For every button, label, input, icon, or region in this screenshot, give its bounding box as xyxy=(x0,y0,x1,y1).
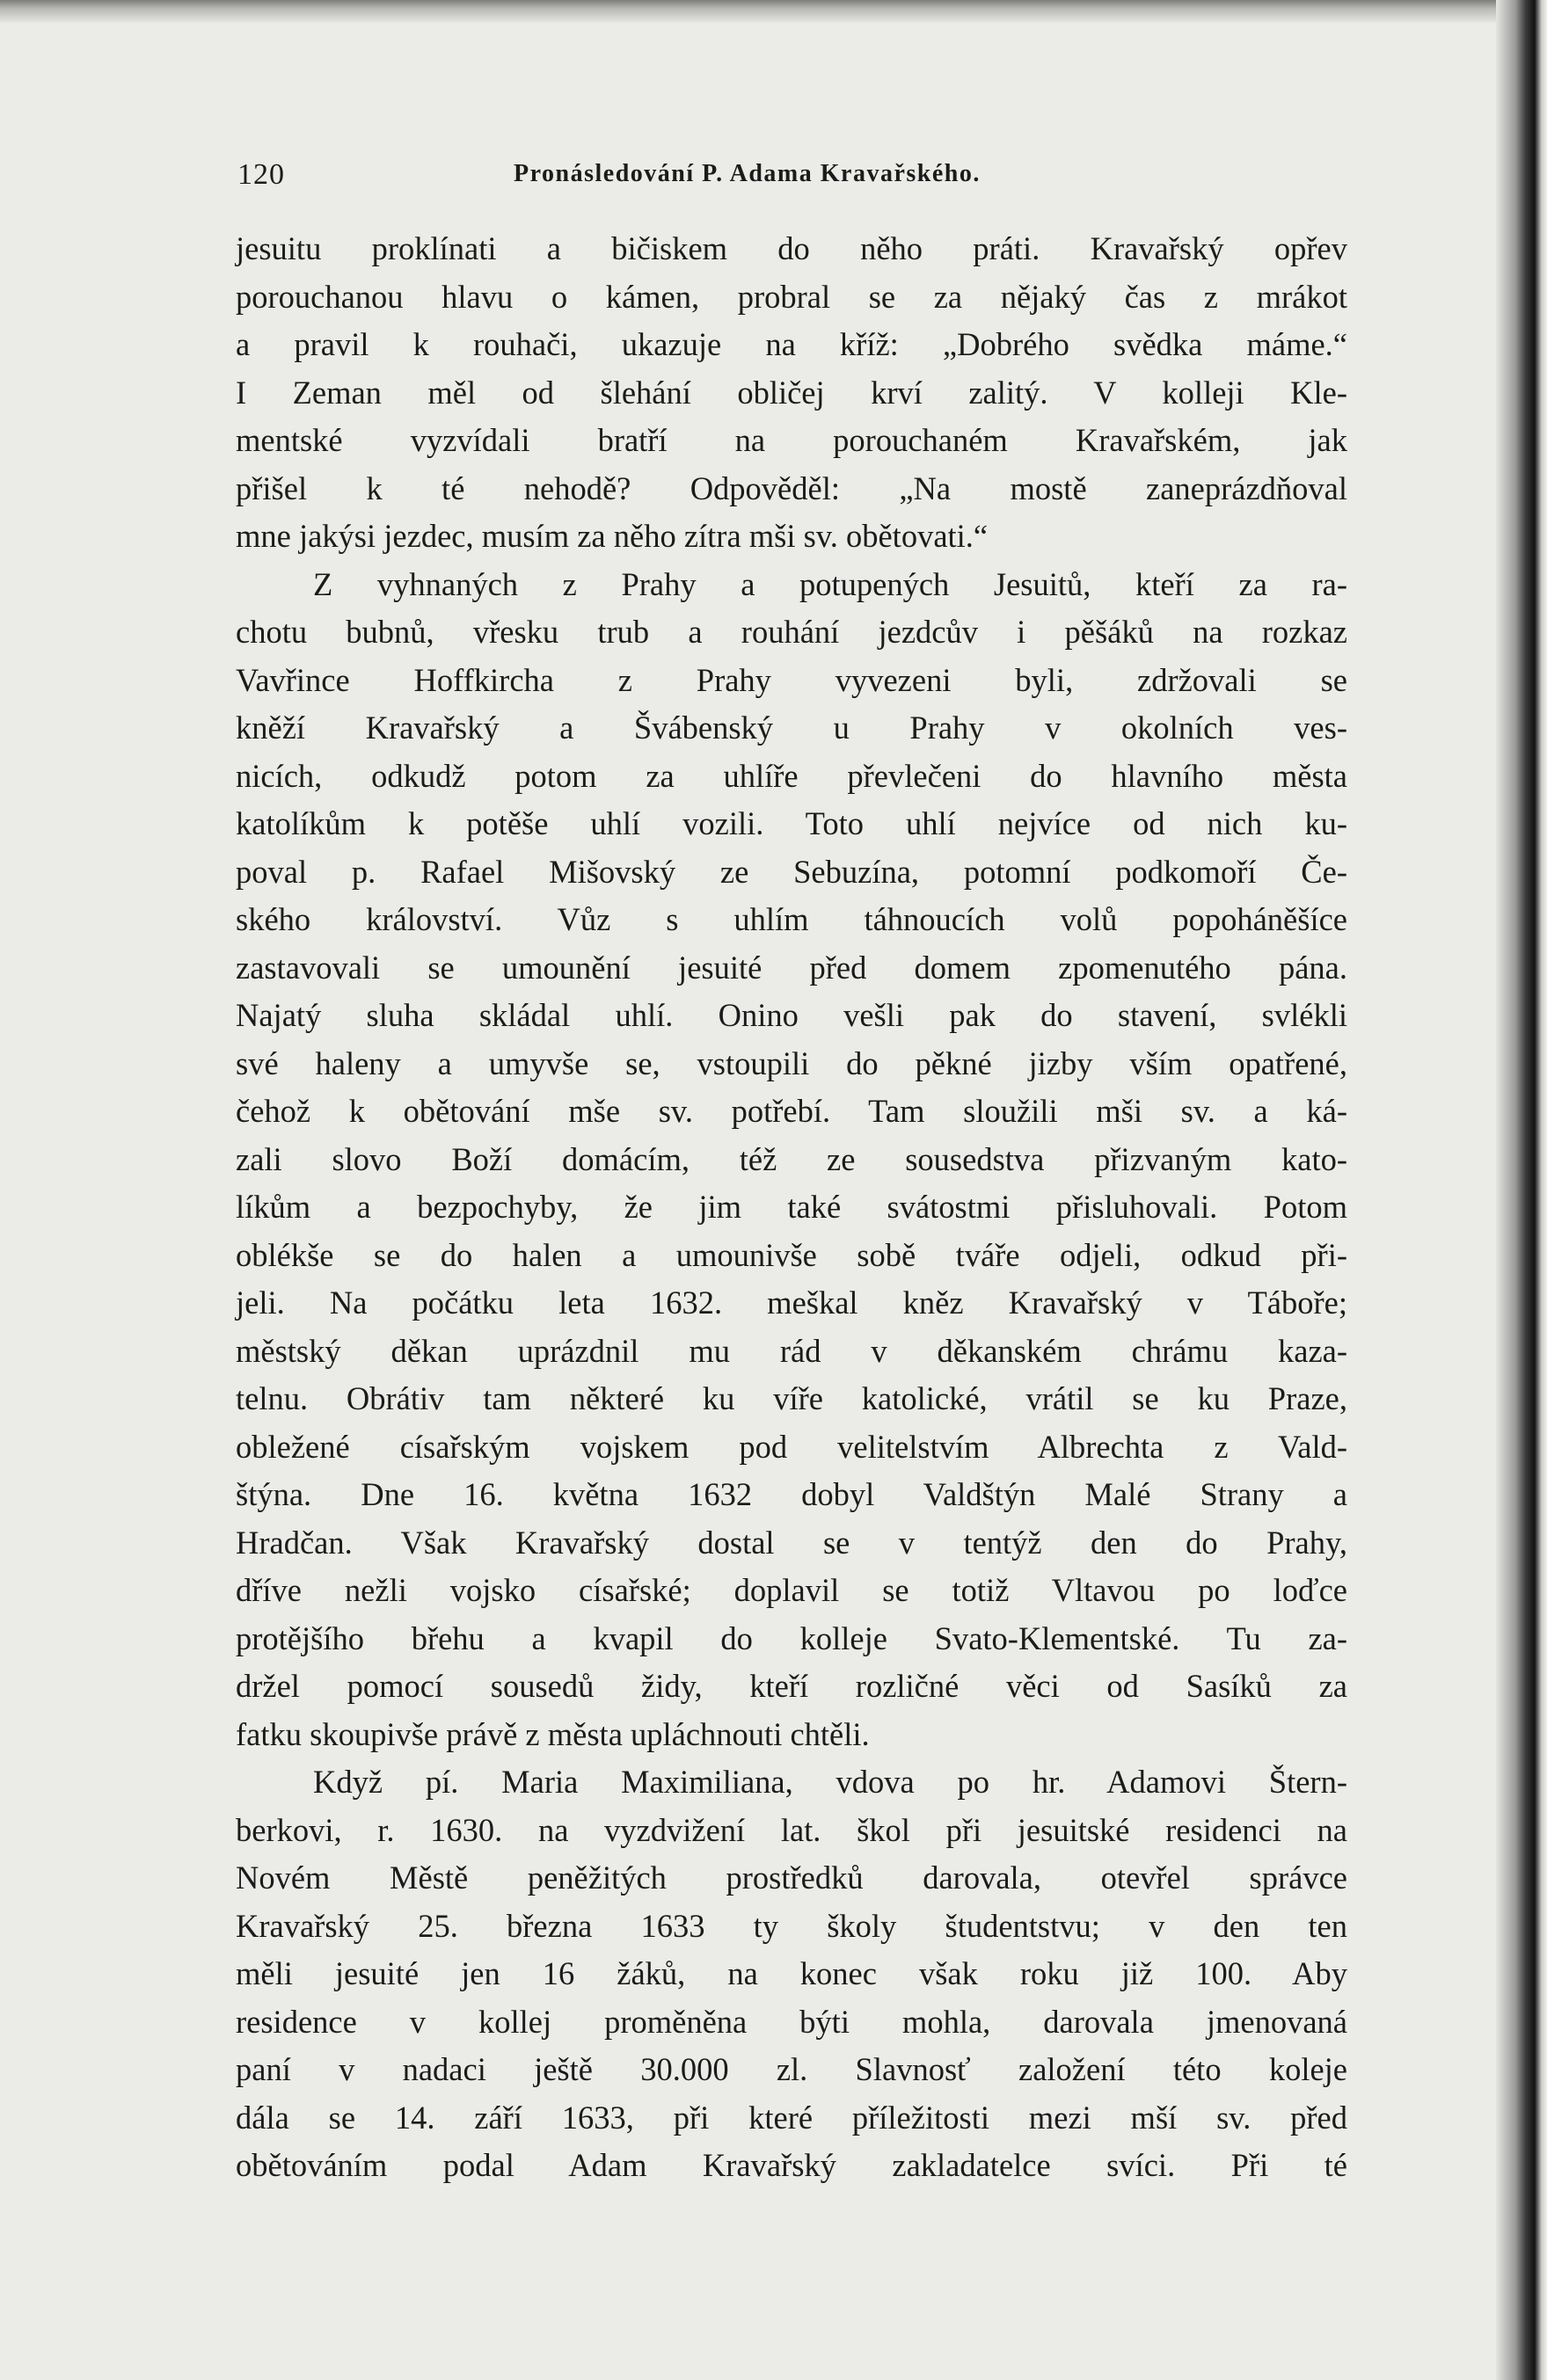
text-line: protějšího břehu a kvapil do kolleje Svato-Klementské. Tu za- xyxy=(236,1619,1347,1656)
text-line: obležené císařským vojskem pod velitelstvím Albrechta z Vald- xyxy=(236,1428,1347,1465)
text-line: I Zeman měl od šlehání obličej krví zalitý. V kolleji Kle- xyxy=(236,374,1347,411)
text-line: chotu bubnů, vřesku trub a rouhání jezdcův i pěšáků na rozkaz xyxy=(236,614,1347,650)
text-line: jesuitu proklínati a bičiskem do něho práti. Kravařský opřev xyxy=(236,230,1347,266)
text-line: paní v nadaci ještě 30.000 zl. Slavnosť založení této koleje xyxy=(236,2051,1347,2087)
text-line: měli jesuité jen 16 žáků, na konec však roku již 100. Aby xyxy=(236,1955,1347,1991)
text-line: telnu. Obrátiv tam některé ku víře katolické, vrátil se ku Praze, xyxy=(236,1380,1347,1416)
text-line: oblékše se do halen a umounivše sobě tváře odjeli, odkud při- xyxy=(236,1236,1347,1273)
text-line: zali slovo Boží domácím, též ze sousedstva přizvaným kato- xyxy=(236,1140,1347,1177)
text-line: Najatý sluha skládal uhlí. Onino vešli pak do stavení, svlékli xyxy=(236,997,1347,1033)
text-line: obětováním podal Adam Kravařský zakladatelce svíci. Při té xyxy=(236,2147,1347,2183)
text-line: dříve nežli vojsko císařské; doplavil se totiž Vltavou po loďce xyxy=(236,1572,1347,1608)
text-line: jeli. Na počátku leta 1632. meškal kněz Kravařský v Táboře; xyxy=(236,1285,1347,1321)
text-line: Kravařský 25. března 1633 ty školy študentstvu; v den ten xyxy=(236,1907,1347,1944)
text-line: mne jakýsi jezdec, musím za něho zítra mši sv. obětovati.“ xyxy=(236,518,989,554)
text-line: kněží Kravařský a Švábenský u Prahy v okolních ves- xyxy=(236,710,1347,746)
scan-top-edge xyxy=(0,0,1547,23)
text-line: ského království. Vůz s uhlím táhnoucích volů popoháněšíce xyxy=(236,901,1347,937)
text-line: své haleny a umyvše se, vstoupili do pěkné jizby vším opatřené, xyxy=(236,1044,1347,1081)
text-line: nicích, odkudž potom za uhlíře převlečeni do hlavního města xyxy=(236,757,1347,794)
text-line: poval p. Rafael Mišovský ze Sebuzína, potomní podkomoří Če- xyxy=(236,853,1347,890)
paragraph-2 xyxy=(236,561,1347,1759)
page-number: 120 xyxy=(237,158,285,191)
text-line: Vavřince Hoffkircha z Prahy vyvezeni byli, zdržovali se xyxy=(236,661,1347,698)
text-line: berkovi, r. 1630. na vyzdvižení lat. škol při jesuitské residenci na xyxy=(236,1811,1347,1848)
running-head: Pronásledování P. Adama Kravařského. xyxy=(514,160,981,187)
text-line: štýna. Dne 16. května 1632 dobyl Valdštýn Malé Strany a xyxy=(236,1476,1347,1512)
text-line: přišel k té nehodě? Odpověděl: „Na mostě zaneprázdňoval xyxy=(236,469,1347,506)
paragraph-1 xyxy=(236,225,1347,561)
paragraph-3 xyxy=(236,1758,1347,2190)
text-line: mentské vyzvídali bratří na porouchaném Kravařském, jak xyxy=(236,422,1347,458)
scan-right-edge xyxy=(1496,0,1547,2380)
text-line: Novém Městě peněžitých prostředků darovala, otevřel správce xyxy=(236,1860,1347,1896)
text-line: Hradčan. Však Kravařský dostal se v tentýž den do Prahy, xyxy=(236,1524,1347,1561)
text-line: katolíkům k potěše uhlí vozili. Toto uhlí nejvíce od nich ku- xyxy=(236,805,1347,841)
text-line: Když pí. Maria Maximiliana, vdova po hr. Adamovi Štern- xyxy=(313,1764,1347,1800)
text-line: čehož k obětování mše sv. potřebí. Tam sloužili mši sv. a ká- xyxy=(236,1093,1347,1129)
text-line: zastavovali se umounění jesuité před domem zpomenutého pána. xyxy=(236,949,1347,986)
text-line: porouchanou hlavu o kámen, probral se za nějaký čas z mrákot xyxy=(236,278,1347,315)
text-line: dála se 14. září 1633, při které příležitosti mezi mší sv. před xyxy=(236,2099,1347,2136)
page-header xyxy=(236,148,1347,200)
body-text xyxy=(236,225,1347,2190)
text-line: držel pomocí sousedů židy, kteří rozličné věci od Sasíků za xyxy=(236,1668,1347,1704)
text-line: líkům a bezpochyby, že jim také svátostmi přisluhovali. Potom xyxy=(236,1189,1347,1225)
text-line: fatku skoupivše právě z města upláchnouti chtěli. xyxy=(236,1715,870,1752)
text-line: residence v kollej proměněna býti mohla, darovala jmenovaná xyxy=(236,2003,1347,2040)
text-line: a pravil k rouhači, ukazuje na kříž: „Dobrého svědka máme.“ xyxy=(236,326,1347,362)
text-line: městský děkan uprázdnil mu rád v děkanském chrámu kaza- xyxy=(236,1332,1347,1369)
book-page xyxy=(236,148,1347,2190)
text-line: Z vyhnaných z Prahy a potupených Jesuitů, kteří za ra- xyxy=(313,565,1347,602)
